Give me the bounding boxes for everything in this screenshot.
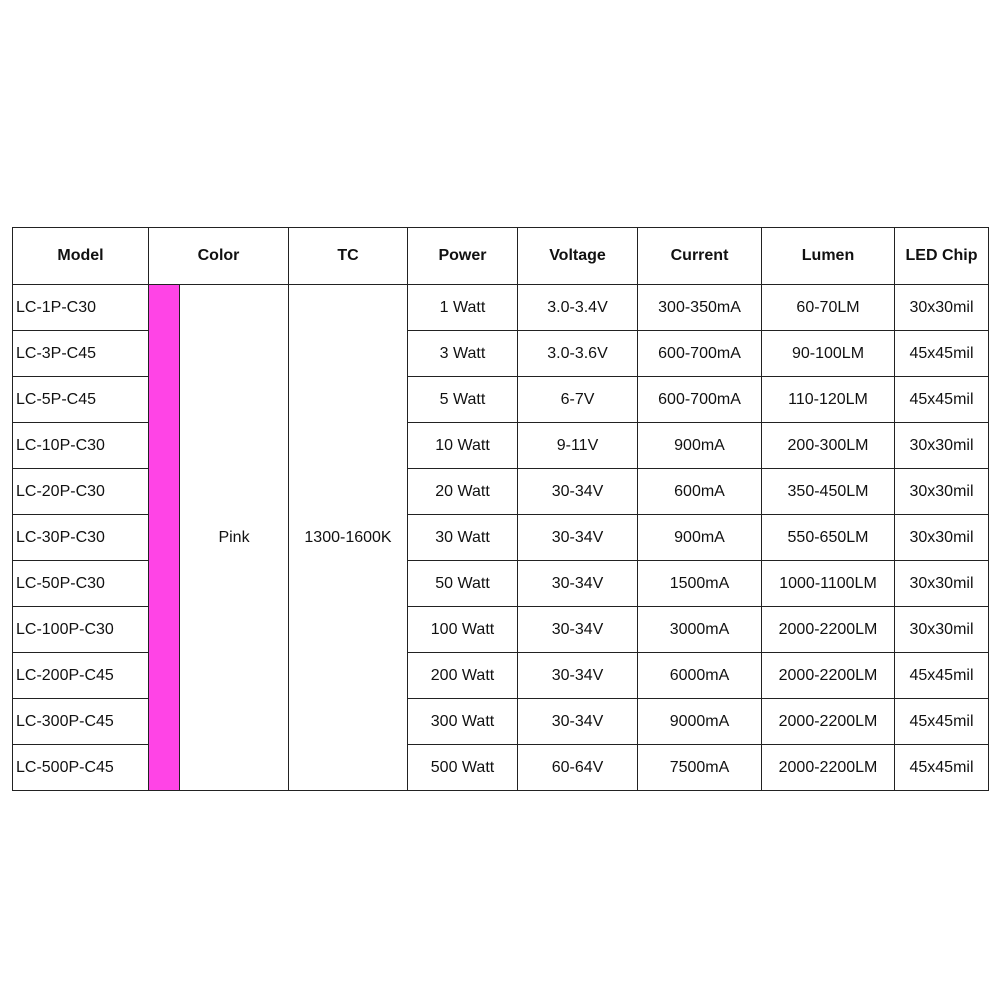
cell-voltage: 30-34V [518,653,638,699]
cell-chip: 30x30mil [895,285,989,331]
cell-model: LC-1P-C30 [13,285,149,331]
cell-model: LC-100P-C30 [13,607,149,653]
cell-voltage: 3.0-3.6V [518,331,638,377]
cell-chip: 45x45mil [895,377,989,423]
cell-power: 100 Watt [408,607,518,653]
header-color: Color [149,228,289,285]
cell-power: 30 Watt [408,515,518,561]
header-model: Model [13,228,149,285]
cell-power: 10 Watt [408,423,518,469]
cell-chip: 30x30mil [895,423,989,469]
cell-color-name: Pink [180,285,289,791]
cell-current: 6000mA [638,653,762,699]
cell-model: LC-200P-C45 [13,653,149,699]
table-body [13,285,989,791]
cell-voltage: 6-7V [518,377,638,423]
cell-power: 20 Watt [408,469,518,515]
cell-chip: 45x45mil [895,745,989,791]
cell-power: 1 Watt [408,285,518,331]
cell-lumen: 2000-2200LM [762,607,895,653]
cell-model: LC-10P-C30 [13,423,149,469]
cell-voltage: 30-34V [518,469,638,515]
cell-voltage: 3.0-3.4V [518,285,638,331]
cell-tc: 1300-1600K [289,285,408,791]
cell-power: 3 Watt [408,331,518,377]
cell-voltage: 30-34V [518,699,638,745]
cell-lumen: 2000-2200LM [762,745,895,791]
cell-lumen: 1000-1100LM [762,561,895,607]
header-voltage: Voltage [518,228,638,285]
cell-voltage: 9-11V [518,423,638,469]
table-row [13,285,989,331]
cell-current: 9000mA [638,699,762,745]
cell-voltage: 30-34V [518,561,638,607]
cell-current: 600-700mA [638,377,762,423]
header-tc: TC [289,228,408,285]
cell-chip: 45x45mil [895,653,989,699]
cell-model: LC-3P-C45 [13,331,149,377]
cell-current: 600-700mA [638,331,762,377]
cell-current: 300-350mA [638,285,762,331]
cell-lumen: 60-70LM [762,285,895,331]
cell-current: 3000mA [638,607,762,653]
cell-lumen: 110-120LM [762,377,895,423]
cell-chip: 45x45mil [895,699,989,745]
cell-model: LC-30P-C30 [13,515,149,561]
cell-chip: 30x30mil [895,469,989,515]
spec-table [12,227,989,791]
cell-lumen: 90-100LM [762,331,895,377]
cell-voltage: 30-34V [518,515,638,561]
cell-model: LC-50P-C30 [13,561,149,607]
table-header [13,228,989,285]
cell-power: 500 Watt [408,745,518,791]
cell-current: 1500mA [638,561,762,607]
cell-chip: 30x30mil [895,607,989,653]
cell-voltage: 60-64V [518,745,638,791]
header-current: Current [638,228,762,285]
cell-lumen: 2000-2200LM [762,653,895,699]
cell-model: LC-5P-C45 [13,377,149,423]
cell-current: 900mA [638,423,762,469]
header-row [13,228,989,285]
cell-lumen: 350-450LM [762,469,895,515]
cell-power: 5 Watt [408,377,518,423]
header-lumen: Lumen [762,228,895,285]
cell-lumen: 2000-2200LM [762,699,895,745]
cell-power: 50 Watt [408,561,518,607]
header-led-chip: LED Chip [895,228,989,285]
cell-voltage: 30-34V [518,607,638,653]
cell-chip: 30x30mil [895,561,989,607]
cell-lumen: 200-300LM [762,423,895,469]
cell-model: LC-20P-C30 [13,469,149,515]
cell-current: 600mA [638,469,762,515]
cell-current: 7500mA [638,745,762,791]
color-swatch [149,285,180,791]
cell-lumen: 550-650LM [762,515,895,561]
cell-model: LC-300P-C45 [13,699,149,745]
cell-current: 900mA [638,515,762,561]
cell-chip: 45x45mil [895,331,989,377]
header-power: Power [408,228,518,285]
cell-chip: 30x30mil [895,515,989,561]
cell-model: LC-500P-C45 [13,745,149,791]
cell-power: 200 Watt [408,653,518,699]
cell-power: 300 Watt [408,699,518,745]
